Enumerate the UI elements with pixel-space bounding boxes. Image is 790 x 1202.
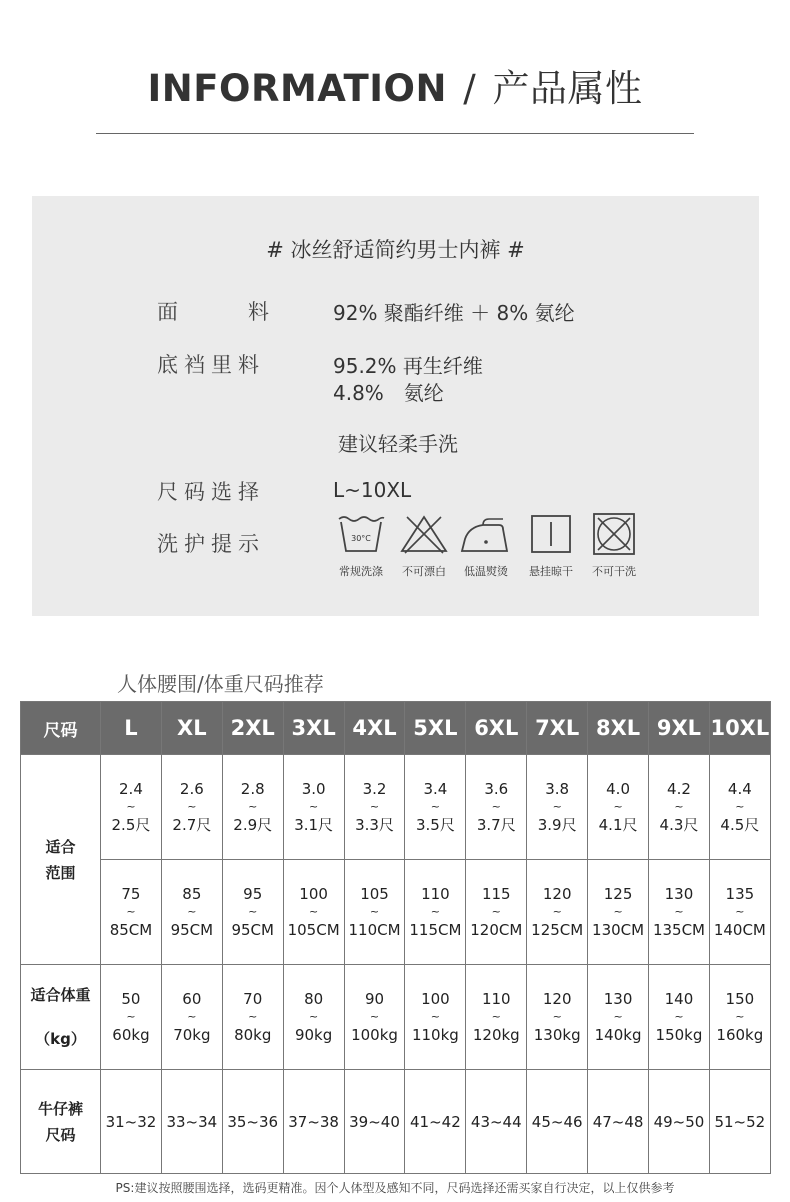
waist-cm-cell-content	[527, 883, 587, 941]
waist-cm-cell-content	[466, 883, 526, 941]
low-iron-icon	[459, 513, 513, 555]
jeans-label-line-2: 尺码	[45, 1125, 76, 1144]
weight-cell	[709, 965, 770, 1070]
range-to: 3.3尺	[355, 816, 394, 834]
range-from: 150	[725, 990, 755, 1008]
care-item-hang-dry	[521, 513, 581, 579]
waist-chi-cell	[588, 755, 649, 860]
range-from: 3.0	[301, 780, 326, 798]
range-from: 3.2	[362, 780, 387, 798]
fabric-label	[157, 296, 269, 326]
jeans-cell: 39~40	[344, 1070, 405, 1174]
range-tilde: ~	[491, 905, 501, 918]
waist-chi-row	[21, 755, 771, 860]
waist-cm-cell	[527, 860, 588, 965]
care-caption-no-dry-clean: 不可干洗	[592, 565, 636, 578]
waist-chi-cell	[709, 755, 770, 860]
range-to: 3.7尺	[476, 816, 516, 834]
weight-cell-content	[345, 988, 405, 1046]
waist-cm-cell	[161, 860, 222, 965]
range-from: 50	[121, 990, 141, 1008]
size-label: 尺码选择	[157, 480, 265, 504]
weight-cell-content	[223, 988, 283, 1046]
size-header-cell: 2XL	[222, 702, 283, 755]
waist-chi-cell	[344, 755, 405, 860]
waist-cm-cell-content	[710, 883, 770, 941]
weight-cell	[222, 965, 283, 1070]
care-item-no-bleach	[394, 513, 454, 579]
range-to: 130kg	[533, 1026, 581, 1044]
range-tilde: ~	[613, 800, 623, 813]
range-from: 95	[243, 885, 263, 903]
waist-cm-row	[21, 860, 771, 965]
range-tilde: ~	[187, 905, 197, 918]
range-to: 90kg	[294, 1026, 333, 1044]
range-tilde: ~	[248, 905, 258, 918]
range-from: 110	[421, 885, 450, 903]
range-from: 3.6	[484, 780, 509, 798]
range-from: 110	[481, 990, 511, 1008]
waist-cm-cell-content	[284, 883, 344, 941]
wash-note: 建议轻柔手洗	[338, 432, 458, 456]
jeans-row-label	[21, 1070, 101, 1174]
range-to: 140CM	[713, 921, 766, 939]
hang-dry-icon	[526, 513, 576, 555]
range-to: 3.1尺	[294, 816, 334, 834]
range-tilde: ~	[613, 905, 623, 918]
weight-cell	[588, 965, 649, 1070]
waist-cm-cell	[588, 860, 649, 965]
range-to: 4.1尺	[598, 816, 638, 834]
range-to: 110CM	[348, 921, 401, 939]
size-header-cell: 8XL	[588, 702, 649, 755]
weight-row-label	[21, 965, 101, 1070]
weight-cell	[649, 965, 710, 1070]
range-from: 100	[299, 885, 328, 903]
range-to: 150kg	[655, 1026, 703, 1044]
care-caption-wash: 常规洗涤	[339, 565, 383, 578]
waist-chi-cell-content	[101, 778, 161, 836]
size-header-cell: 3XL	[283, 702, 344, 755]
fabric-value: 92% 聚酯纤维 ＋ 8% 氨纶	[333, 301, 575, 325]
weight-cell	[405, 965, 466, 1070]
range-tilde: ~	[309, 905, 319, 918]
range-tilde: ~	[309, 800, 319, 813]
range-to: 70kg	[173, 1026, 211, 1044]
lining-value-2: 4.8% 氨纶	[333, 381, 444, 405]
size-table-caption: 人体腰围/体重尺码推荐	[117, 672, 324, 696]
jeans-cell: 41~42	[405, 1070, 466, 1174]
waist-cm-cell	[709, 860, 770, 965]
jeans-cell: 37~38	[283, 1070, 344, 1174]
range-from: 135	[725, 885, 755, 903]
waist-chi-cell-content	[649, 778, 709, 836]
range-tilde: ~	[491, 1010, 501, 1023]
waist-chi-cell	[527, 755, 588, 860]
range-from: 3.4	[423, 780, 448, 798]
jeans-cell: 31~32	[101, 1070, 162, 1174]
waist-chi-cell-content	[466, 778, 526, 836]
weight-cell	[283, 965, 344, 1070]
range-to: 120kg	[472, 1026, 520, 1044]
jeans-label-line-1: 牛仔裤	[37, 1099, 83, 1118]
fabric-label-char-1: 面	[157, 300, 178, 324]
waist-cm-cell	[405, 860, 466, 965]
waist-chi-cell	[101, 755, 162, 860]
range-from: 115	[481, 885, 511, 903]
range-from: 105	[360, 885, 389, 903]
no-bleach-icon	[399, 513, 449, 555]
range-to: 4.5尺	[720, 816, 760, 834]
waist-cm-cell-content	[162, 883, 222, 941]
waist-cm-cell-content	[101, 883, 161, 941]
range-tilde: ~	[430, 1010, 440, 1023]
range-to: 2.5尺	[111, 816, 151, 834]
range-from: 120	[542, 885, 572, 903]
weight-cell-content	[101, 988, 161, 1046]
weight-cell-content	[162, 988, 222, 1046]
waist-chi-cell	[222, 755, 283, 860]
range-label-line-2: 范围	[45, 863, 76, 882]
weight-label-line-2: （kg）	[35, 1030, 86, 1048]
range-to: 60kg	[112, 1026, 150, 1044]
range-tilde: ~	[491, 800, 501, 813]
range-tilde: ~	[248, 1010, 258, 1023]
range-from: 3.8	[545, 780, 570, 798]
waist-cm-cell	[101, 860, 162, 965]
weight-cell-content	[588, 988, 648, 1046]
waist-cm-cell-content	[588, 883, 648, 941]
waist-chi-cell-content	[284, 778, 344, 836]
size-header-cell: 5XL	[405, 702, 466, 755]
range-tilde: ~	[735, 800, 745, 813]
range-from: 85	[182, 885, 202, 903]
waist-chi-cell-content	[527, 778, 587, 836]
range-row-label	[21, 755, 101, 965]
size-header-cell: 9XL	[649, 702, 710, 755]
footnote: PS:建议按照腰围选择，选码更精准。因个人体型及感知不同，尺码选择还需买家自行决定，以上仅供参考	[115, 1181, 675, 1195]
range-from: 130	[664, 885, 694, 903]
waist-chi-cell-content	[223, 778, 283, 836]
size-table	[20, 701, 771, 1174]
care-caption-no-bleach: 不可漂白	[402, 565, 446, 578]
section-header	[0, 58, 790, 112]
waist-chi-cell	[161, 755, 222, 860]
range-to: 130CM	[592, 921, 645, 939]
range-tilde: ~	[126, 1010, 136, 1023]
range-to: 115CM	[409, 921, 462, 939]
range-from: 4.0	[606, 780, 630, 798]
lining-label: 底裆里料	[157, 353, 265, 377]
range-from: 140	[664, 990, 694, 1008]
range-to: 80kg	[234, 1026, 272, 1044]
size-header-cell: XL	[161, 702, 222, 755]
weight-cell-content	[466, 988, 526, 1046]
range-from: 75	[121, 885, 141, 903]
size-value: L~10XL	[333, 478, 412, 502]
waist-cm-cell	[466, 860, 527, 965]
waist-chi-cell	[466, 755, 527, 860]
weight-label-line-1: 适合体重	[30, 986, 91, 1004]
range-from: 100	[421, 990, 450, 1008]
jeans-cell: 33~34	[161, 1070, 222, 1174]
range-from: 80	[304, 990, 324, 1008]
weight-cell	[466, 965, 527, 1070]
range-to: 105CM	[287, 921, 340, 939]
range-tilde: ~	[552, 1010, 562, 1023]
care-caption-low-iron: 低温熨烫	[464, 565, 508, 578]
waist-cm-cell-content	[649, 883, 709, 941]
header-chinese: 产品属性	[492, 67, 643, 110]
lining-value-1: 95.2% 再生纤维	[333, 354, 483, 378]
weight-cell	[527, 965, 588, 1070]
waist-chi-cell-content	[588, 778, 648, 836]
range-tilde: ~	[430, 905, 440, 918]
care-item-wash	[331, 513, 391, 579]
jeans-cell: 49~50	[649, 1070, 710, 1174]
weight-cell	[161, 965, 222, 1070]
jeans-cell: 45~46	[527, 1070, 588, 1174]
jeans-cell: 47~48	[588, 1070, 649, 1174]
range-to: 3.5尺	[415, 816, 455, 834]
waist-chi-cell	[649, 755, 710, 860]
wash-temp-text: 30°C	[351, 534, 371, 543]
waist-chi-cell-content	[405, 778, 465, 836]
range-from: 4.4	[727, 780, 752, 798]
care-item-low-iron	[456, 513, 516, 579]
range-tilde: ~	[248, 800, 258, 813]
range-tilde: ~	[552, 800, 562, 813]
range-to: 95CM	[231, 921, 274, 939]
range-from: 2.8	[240, 780, 265, 798]
range-from: 2.4	[119, 780, 143, 798]
range-tilde: ~	[735, 1010, 745, 1023]
header-english: INFORMATION	[147, 67, 447, 110]
range-to: 2.9尺	[233, 816, 273, 834]
no-dry-clean-icon	[589, 513, 639, 555]
range-to: 4.3尺	[659, 816, 699, 834]
weight-cell-content	[405, 988, 465, 1046]
range-tilde: ~	[613, 1010, 623, 1023]
weight-cell	[344, 965, 405, 1070]
range-to: 120CM	[470, 921, 523, 939]
range-tilde: ~	[369, 800, 380, 813]
product-title: # 冰丝舒适简约男士内裤 #	[266, 238, 525, 262]
range-tilde: ~	[369, 1010, 380, 1023]
range-from: 60	[182, 990, 202, 1008]
weight-cell-content	[527, 988, 587, 1046]
waist-cm-cell-content	[405, 883, 465, 941]
range-to: 100kg	[351, 1026, 398, 1044]
range-tilde: ~	[552, 905, 562, 918]
care-caption-hang-dry: 悬挂晾干	[529, 565, 573, 578]
jeans-row	[21, 1070, 771, 1174]
size-header-row	[21, 702, 771, 755]
care-label: 洗护提示	[157, 532, 265, 556]
weight-row	[21, 965, 771, 1070]
range-tilde: ~	[126, 905, 136, 918]
range-from: 4.2	[667, 780, 691, 798]
range-tilde: ~	[369, 905, 380, 918]
wash-30-icon	[336, 513, 386, 555]
header-separator: /	[463, 67, 477, 110]
waist-chi-cell	[283, 755, 344, 860]
range-from: 2.6	[179, 780, 204, 798]
jeans-cell: 35~36	[222, 1070, 283, 1174]
range-from: 125	[603, 885, 633, 903]
range-to: 85CM	[109, 921, 153, 939]
range-to: 140kg	[594, 1026, 642, 1044]
waist-chi-cell-content	[710, 778, 770, 836]
range-to: 160kg	[716, 1026, 764, 1044]
range-tilde: ~	[674, 800, 684, 813]
fabric-label-char-2: 料	[248, 300, 269, 324]
range-tilde: ~	[430, 800, 440, 813]
waist-cm-cell-content	[223, 883, 283, 941]
waist-cm-cell	[283, 860, 344, 965]
range-tilde: ~	[735, 905, 745, 918]
size-header-label: 尺码	[21, 702, 101, 755]
range-tilde: ~	[309, 1010, 319, 1023]
size-header-cell: 4XL	[344, 702, 405, 755]
range-to: 3.9尺	[537, 816, 577, 834]
range-tilde: ~	[674, 905, 684, 918]
range-to: 110kg	[411, 1026, 459, 1044]
range-from: 120	[542, 990, 572, 1008]
care-item-no-dry-clean	[584, 513, 644, 579]
weight-cell	[101, 965, 162, 1070]
jeans-cell: 43~44	[466, 1070, 527, 1174]
range-tilde: ~	[187, 800, 197, 813]
waist-cm-cell-content	[345, 883, 405, 941]
header-divider	[96, 133, 694, 134]
waist-chi-cell-content	[345, 778, 405, 836]
range-label-line-1: 适合	[45, 837, 76, 856]
range-to: 125CM	[531, 921, 584, 939]
waist-cm-cell	[649, 860, 710, 965]
waist-chi-cell-content	[162, 778, 222, 836]
range-from: 70	[243, 990, 263, 1008]
weight-cell-content	[710, 988, 770, 1046]
waist-chi-cell	[405, 755, 466, 860]
weight-cell-content	[284, 988, 344, 1046]
size-header-cell: 10XL	[709, 702, 770, 755]
range-tilde: ~	[187, 1010, 197, 1023]
range-to: 95CM	[170, 921, 214, 939]
size-header-cell: L	[101, 702, 162, 755]
range-from: 130	[603, 990, 633, 1008]
range-tilde: ~	[126, 800, 136, 813]
weight-cell-content	[649, 988, 709, 1046]
range-tilde: ~	[674, 1010, 684, 1023]
range-to: 135CM	[652, 921, 705, 939]
jeans-cell: 51~52	[709, 1070, 770, 1174]
size-header-cell: 7XL	[527, 702, 588, 755]
size-header-cell: 6XL	[466, 702, 527, 755]
waist-cm-cell	[222, 860, 283, 965]
range-from: 90	[364, 990, 385, 1008]
range-to: 2.7尺	[172, 816, 212, 834]
waist-cm-cell	[344, 860, 405, 965]
